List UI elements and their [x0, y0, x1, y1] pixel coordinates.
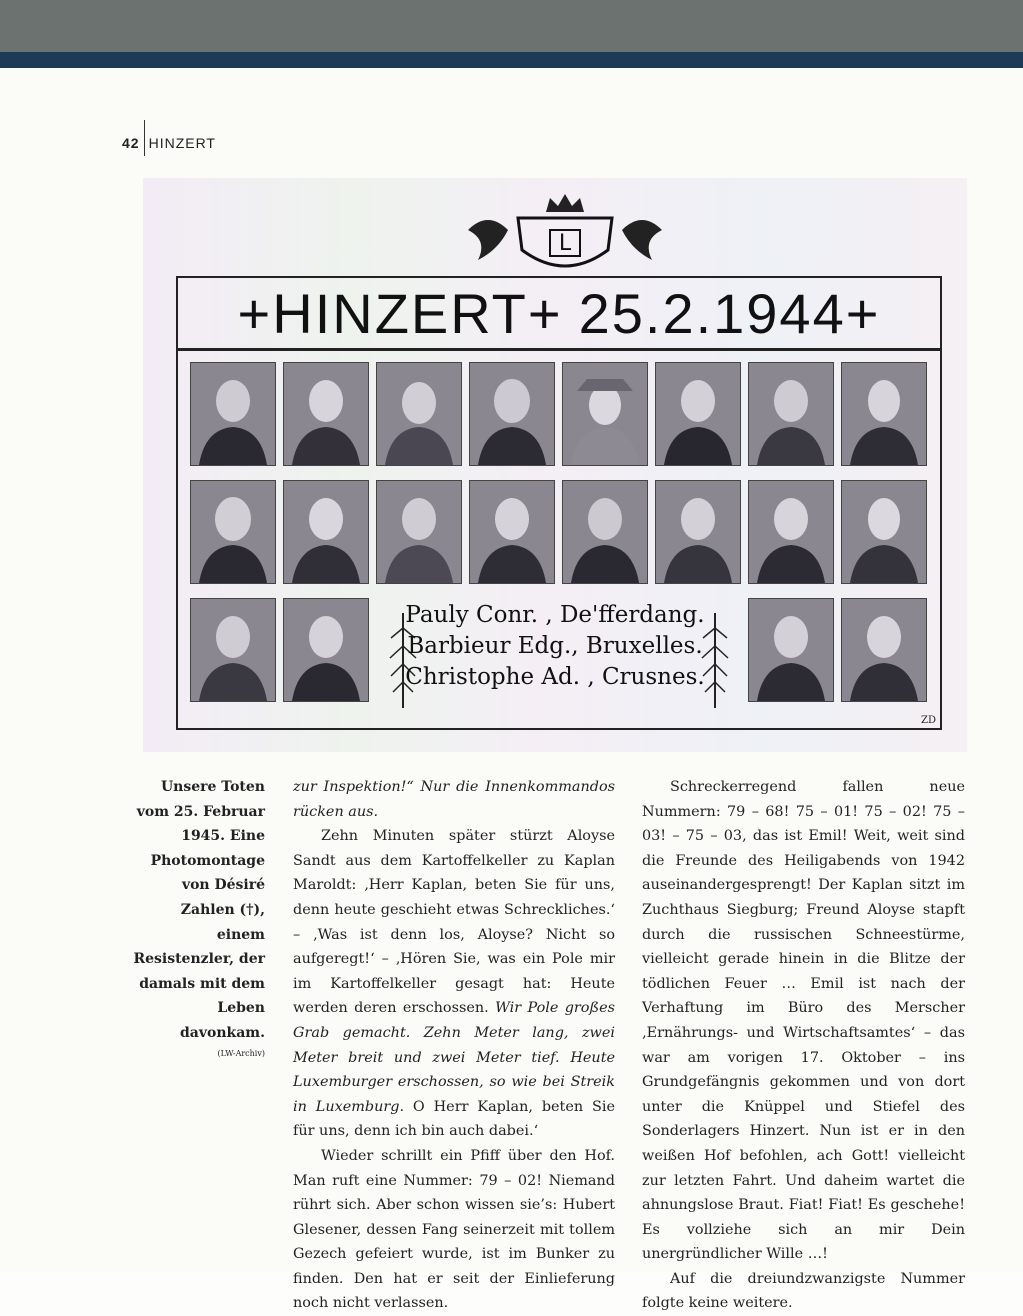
portrait-photo — [190, 598, 276, 702]
portrait-photo — [283, 480, 369, 584]
victim-name: Christophe Ad. , Crusnes. — [405, 664, 705, 690]
paragraph: Schreckerregend fallen neue Nummern: 79 – 68! 75 – 01! 75 – 02! 75 – 03! – 75 – 03, das ist Emil! Weit, weit sind die Freunde des Heiligabends von 1942 auseinandergesprengt! Der Kaplan sitzt im Zuchthaus Siegburg; Freund Aloyse stapft durch die russischen Schneestürme, vielleicht gerade hinein in die Blitze der tödlichen Feuer … Emil ist nach der Verhaftung im Büro des Merscher ‚Ernährungs- und Wirtschaftsamtes‘ – das war am vorigen 17. Oktober – ins Grundgefängnis gekommen und von dort unter die Knüppel und Stiefel des Sonderlagers Hinzert. Nun ist er in den weißen Hof befohlen, ach Gott! vielleicht zur letzten Fahrt. Und daheim wartet die ahnungslose Braut. Fiat! Fiat! Es geschehe! Es vollziehe sich an mir Dein unergründlicher Wille …! — [642, 779, 965, 1263]
portrait-photo — [283, 362, 369, 466]
portrait-photo — [190, 362, 276, 466]
paragraph — [293, 775, 615, 824]
header-divider — [144, 120, 145, 156]
artist-monogram: ZD — [921, 715, 936, 726]
victim-names — [400, 600, 710, 700]
scanner-background — [0, 0, 1023, 52]
portrait-photo — [655, 480, 741, 584]
paragraph: Wieder schrillt ein Pfiff über den Hof. Man ruft eine Nummer: 79 – 02! Niemand rührt sich. Aber schon wissen sie’s: Hubert Glesener, dessen Fang seinerzeit mit tollem Gezech gefeiert wurde, ist im Bunker zu finden. Den hat er seit der Einlieferung noch nicht verlassen. — [293, 1147, 615, 1312]
portrait-photo — [190, 480, 276, 584]
portrait-photo — [469, 480, 555, 584]
portrait-photo — [841, 598, 927, 702]
italic-quote: Wir Pole großes Grab gemacht. Zehn Meter lang, zwei Meter breit und zwei Meter tief. Heute Luxemburger erschossen, so wie bei Streik in Luxemburg — [293, 1000, 615, 1115]
svg-text:L: L — [558, 231, 572, 256]
portrait-photo — [376, 362, 462, 466]
portrait-photo — [283, 598, 369, 702]
victim-name: Barbieur Edg., Bruxelles. — [407, 633, 703, 659]
portrait-photo — [748, 480, 834, 584]
banner-date: 25.2.1944+ — [578, 281, 881, 345]
portrait-photo — [841, 480, 927, 584]
running-header — [122, 120, 216, 156]
portrait-photo — [562, 480, 648, 584]
text-run: . O Herr Kaplan, beten Sie für uns, denn ich bin auch dabei.‘ — [293, 1098, 615, 1140]
portrait-photo — [748, 598, 834, 702]
plate-banner — [178, 278, 940, 351]
coat-of-arms-icon — [458, 190, 672, 280]
portrait-photo — [376, 480, 462, 584]
text-run: Zehn Minuten später stürzt Aloyse Sandt aus dem Kartoffelkeller zu Kaplan Maroldt: ‚Herr Kaplan, beten Sie für uns, denn heute geschieht etwas Schreckliches.‘ – ‚Was ist denn los, Aloyse? Nicht so aufgeregt!‘ – ‚Hören Sie, was ein Pole mir im Kartoffelkeller gesagt hat: Heute werden deren erschossen. — [293, 828, 615, 1017]
photo-caption — [130, 775, 265, 1062]
page-number: 42 — [122, 135, 140, 151]
photo-credit: (LW-Archiv) — [217, 1048, 265, 1058]
victim-name: Pauly Conr. , De'fferdang. — [405, 602, 705, 628]
text-column-2 — [642, 775, 965, 1316]
section-title: HINZERT — [148, 135, 216, 151]
barbed-wire-frame — [176, 276, 942, 730]
portrait-photo — [655, 362, 741, 466]
italic-lead: zur Inspektion!“ Nur die Innenkommandos rücken aus. — [293, 779, 615, 820]
portrait-photo — [748, 362, 834, 466]
text-column-1 — [293, 775, 615, 1316]
portrait-photo — [841, 362, 927, 466]
portrait-photo — [562, 362, 648, 466]
caption-text: Unsere Toten vom 25. Februar 1945. Eine Photomontage von Désiré Zahlen (†), einem Resistenzler, der damals mit dem Leben davonkam. — [133, 779, 265, 1041]
banner-camp-name: +HINZERT+ — [237, 281, 563, 345]
paragraph — [293, 824, 615, 1144]
portrait-photo — [469, 362, 555, 466]
paragraph: Auf die dreiundzwanzigste Nummer folgte keine weitere. — [642, 1270, 965, 1312]
book-spine-edge — [0, 52, 1023, 68]
